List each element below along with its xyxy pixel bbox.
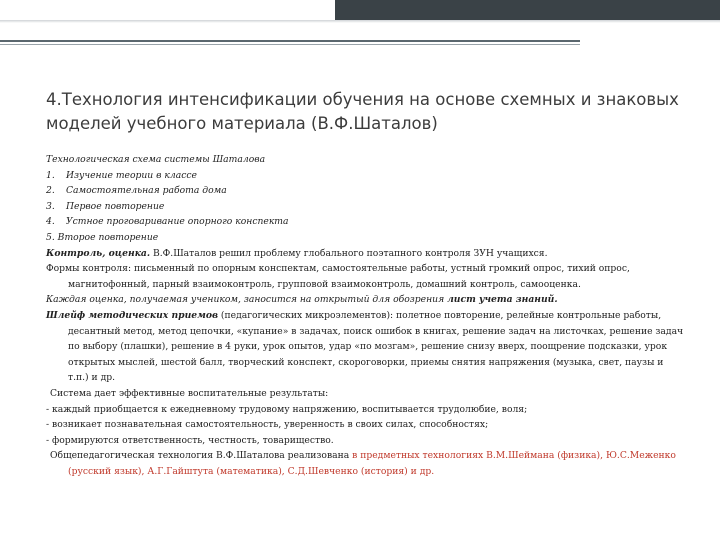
top-bar-dark-segment	[335, 0, 720, 20]
control-heading: Контроль, оценка.	[46, 247, 151, 259]
result-item: - возникает познавательная самостоятельность, уверенность в своих силах, способностях;	[46, 419, 489, 431]
step-item-5: 5. Второе повторение	[46, 231, 159, 243]
header-rule	[0, 40, 580, 42]
step-item: 4. Устное проговаривание опорного конспекта	[46, 216, 289, 228]
slide-title: 4.Технология интенсификации обучения на основе схемных и знаковых моделей учебного материала (В.Ф.Шаталов)	[46, 90, 679, 133]
forms-paragraph: Формы контроля: письменный по опорным конспектам, самостоятельные работы, устный громкий опрос, тихий опрос, магнитофонный, парный взаимоконтроль, групповой взаимоконтроль, домашний контроль, самооценка.	[46, 263, 630, 290]
control-paragraph: Контроль, оценка. В.Ф.Шаталов решил проблему глобального поэтапного контроля ЗУН учащихся.	[46, 247, 548, 259]
results-intro: Система дает эффективные воспитательные результаты:	[50, 387, 329, 399]
methods-paragraph: Шлейф методических приемов (педагогических микроэлементов): полетное повторение, релейные контрольные работы, десантный метод, метод цепочки, «купание» в задачах, поиск ошибок в книгах, решение задач на листочках, решение задач по выбору (плашки), решение в 4 руки, урок опытов, удар «по мозгам», решение снизу вверх, поощрение подсказки, урок открытых мыслей, шестой балл, творческий конспект, скороговорки, приемы снятия напряжения (музыка, свет, паузы и т.п.) и др.	[46, 309, 684, 384]
methods-heading: Шлейф методических приемов	[46, 309, 218, 321]
subject-technologies: в предметных технологиях В.М.Шеймана (физика), Ю.С.Меженко (русский язык), А.Г.Гайштута (математика), С.Д.Шевченко (история) и др.	[68, 450, 676, 477]
grade-paragraph: Каждая оценка, получаемая учеником, заносится на открытый для обозрения лист учета знаний.	[46, 294, 558, 306]
step-item: 2. Самостоятельная работа дома	[46, 185, 227, 197]
result-item: - формируются ответственность, честность, товарищество.	[46, 434, 334, 446]
step-item: 3. Первое повторение	[46, 200, 165, 212]
knowledge-sheet: лист учета знаний.	[447, 294, 558, 306]
scheme-heading: Технологическая схема системы Шаталова	[46, 154, 266, 165]
header-rule-thin	[0, 44, 580, 45]
step-item: 1. Изучение теории в классе	[46, 169, 197, 181]
top-bar-shadow	[0, 20, 720, 23]
slide-body	[46, 152, 686, 479]
final-paragraph: Общепедагогическая технология В.Ф.Шаталова реализована в предметных технологиях В.М.Шеймана (физика), Ю.С.Меженко (русский язык), А.Г.Гайштута (математика), С.Д.Шевченко (история) и др.	[50, 450, 676, 477]
top-bar	[0, 0, 720, 20]
result-item: - каждый приобщается к ежедневному трудовому напряжению, воспитывается трудолюбие, воля;	[46, 403, 528, 415]
